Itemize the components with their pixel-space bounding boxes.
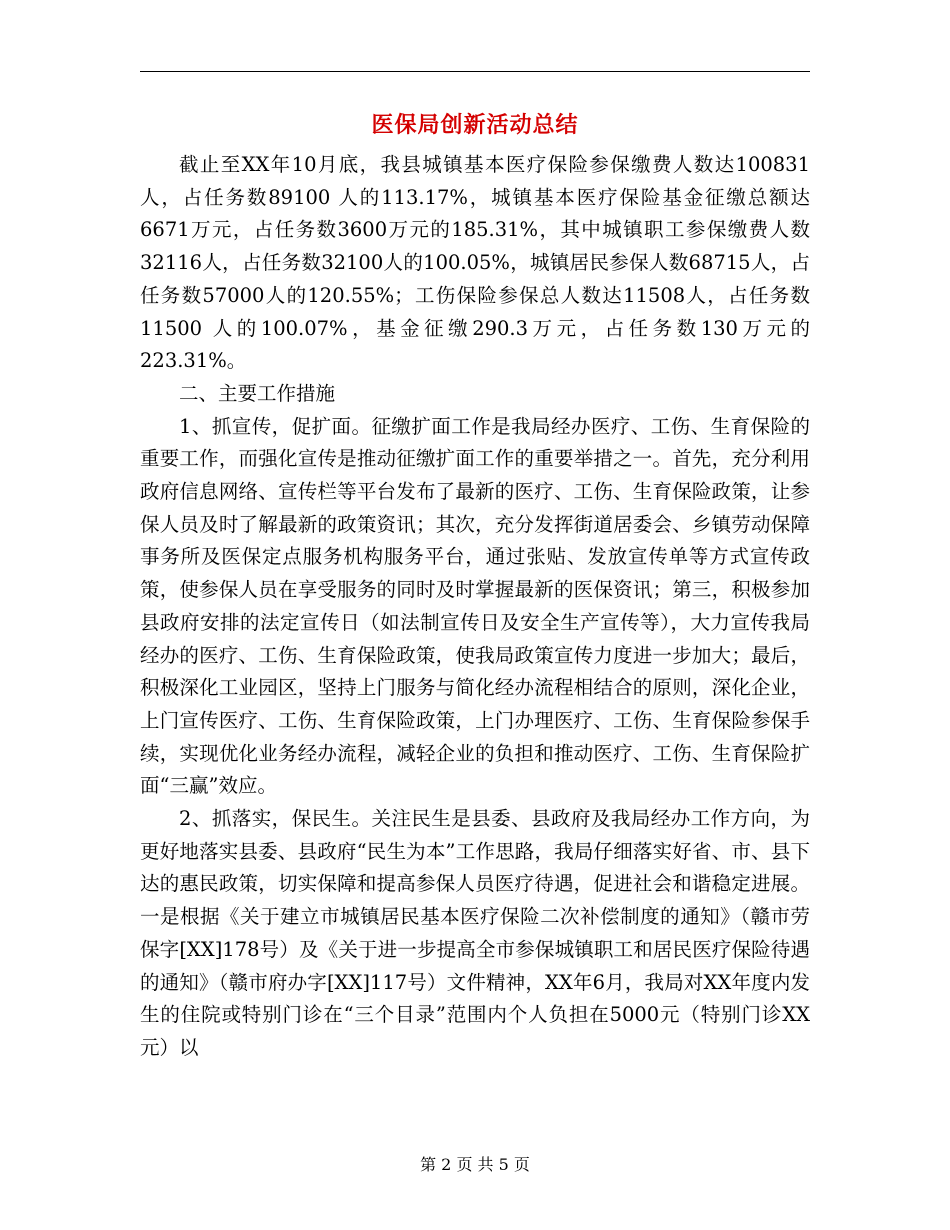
paragraph-statistics: 截止至XX年10月底，我县城镇基本医疗保险参保缴费人数达100831人，占任务数89100 人的113.17%，城镇基本医疗保险基金征缴总额达6671万元，占任务数3600万元的185.31%，其中城镇职工参保缴费人数32116人，占任务数32100人的100.05%，城镇居民参保人数68715人，占任务数57000人的120.55%；工伤保险参保总人数达11508人，占任务数11500 人的100.07%，基金征缴290.3万元，占任务数130万元的223.31%。: [140, 153, 810, 373]
document-body: [140, 149, 810, 1065]
paragraph-publicity: 1、抓宣传，促扩面。征缴扩面工作是我局经办医疗、工伤、生育保险的重要工作，而强化宣传是推动征缴扩面工作的重要举措之一。首先，充分利用政府信息网络、宣传栏等平台发布了最新的医疗、工伤、生育保险政策，让参保人员及时了解最新的政策资讯；其次，充分发挥街道居委会、乡镇劳动保障事务所及医保定点服务机构服务平台，通过张贴、发放宣传单等方式宣传政策，使参保人员在享受服务的同时及时掌握最新的医保资讯；第三，积极参加县政府安排的法定宣传日（如法制宣传日及安全生产宣传等），大力宣传我局经办的医疗、工伤、生育保险政策，使我局政策宣传力度进一步加大；最后，积极深化工业园区，坚持上门服务与简化经办流程相结合的原则，深化企业，上门宣传医疗、工伤、生育保险政策，上门办理医疗、工伤、生育保险参保手续，实现优化业务经办流程，减轻企业的负担和推动医疗、工伤、生育保险扩面“三赢”效应。: [140, 414, 810, 798]
paragraph-implementation: 2、抓落实，保民生。关注民生是县委、县政府及我局经办工作方向，为更好地落实县委、县政府“民生为本”工作思路，我局仔细落实好省、市、县下达的惠民政策，切实保障和提高参保人员医疗待遇，促进社会和谐稳定进展。一是根据《关于建立市城镇居民基本医疗保险二次补偿制度的通知》（赣市劳保字[XX]178号）及《关于进一步提高全市参保城镇职工和居民医疗保险待遇的通知》（赣市府办字[XX]117号）文件精神，XX年6月，我局对XX年度内发生的住院或特别门诊在“三个目录”范围内个人负担在5000元（特别门诊XX元）以: [140, 807, 810, 1059]
page-number-footer: 第 2 页 共 5 页: [420, 1155, 530, 1174]
section-heading-measures: 二、主要工作措施: [179, 381, 336, 405]
header-rule: [140, 71, 810, 72]
document-title: 医保局创新活动总结: [371, 112, 579, 138]
